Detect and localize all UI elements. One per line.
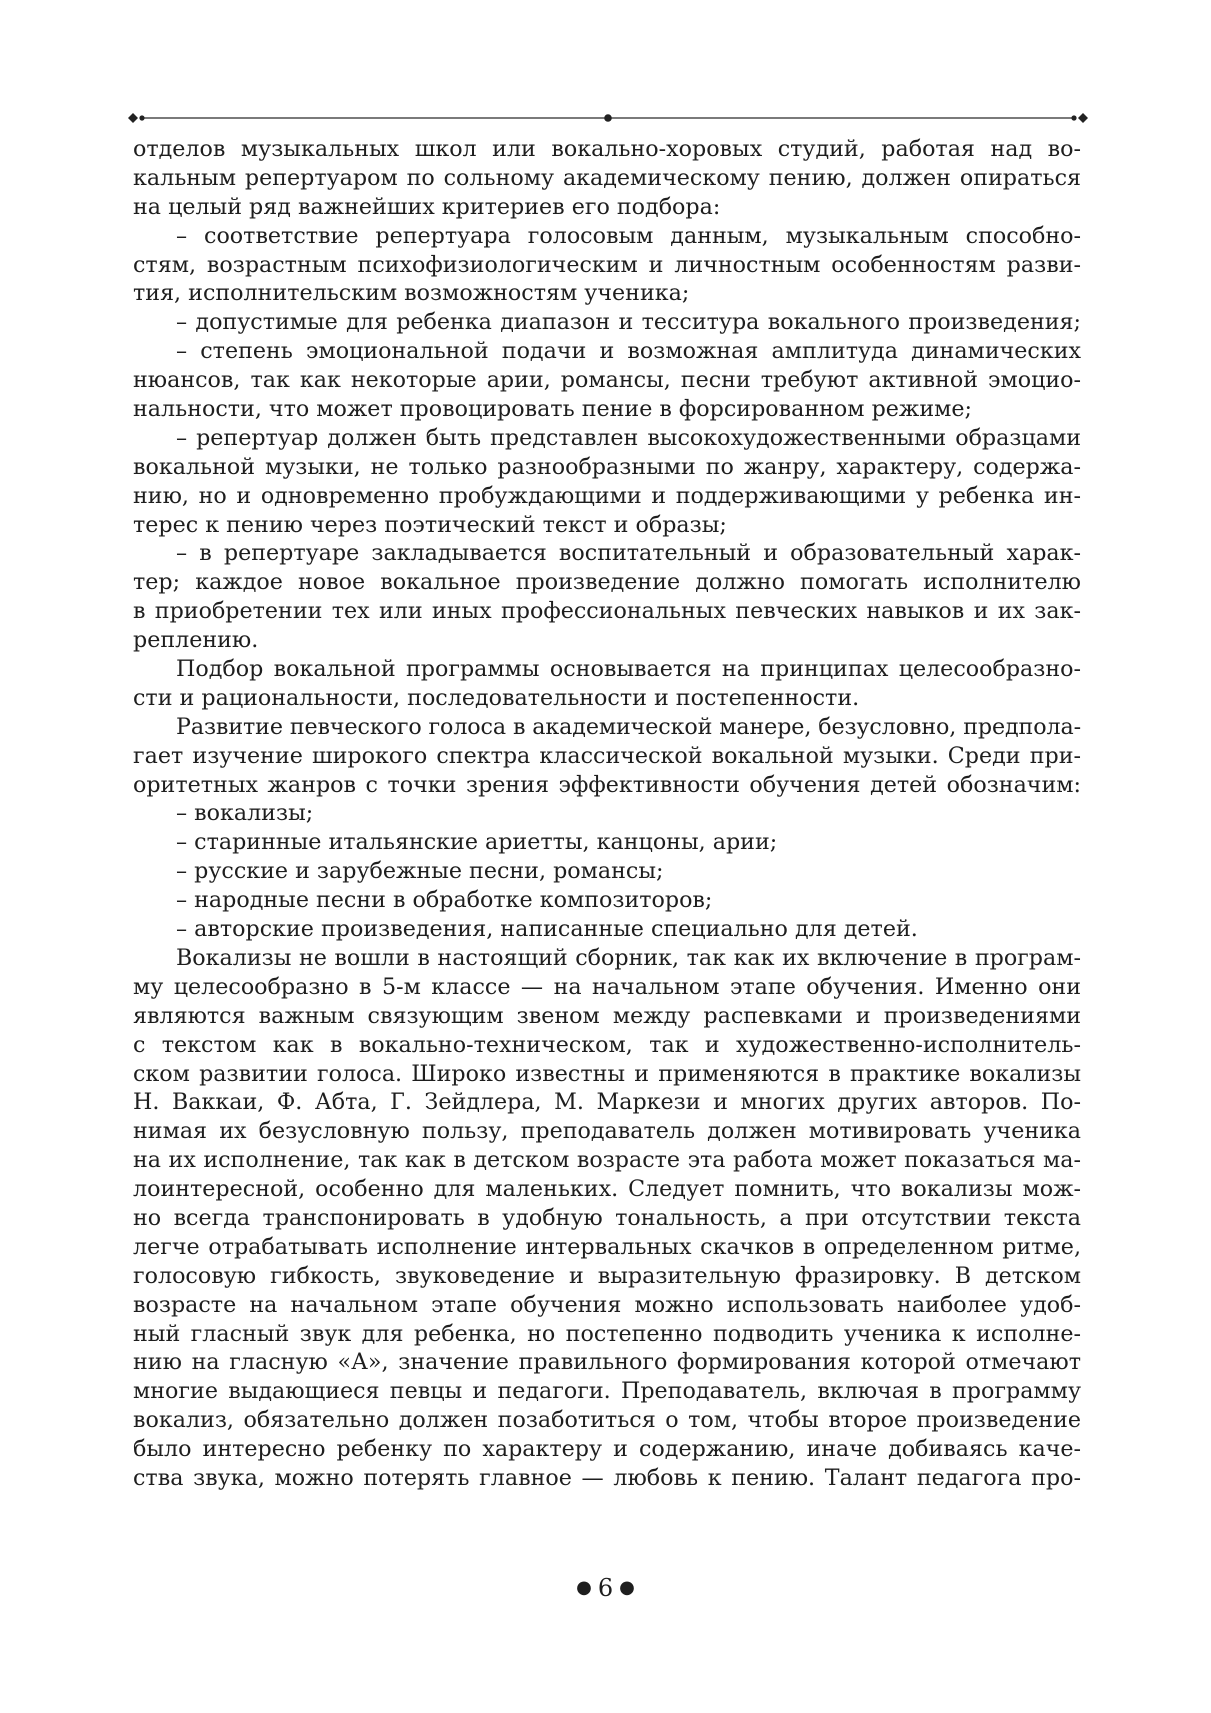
page-number-footer xyxy=(0,1574,1211,1602)
text-line: Развитие певческого голоса в академической манере, безусловно, предпола- xyxy=(176,713,1081,740)
text-line: ства звука, можно потерять главное — любовь к пению. Талант педагога про- xyxy=(133,1464,1081,1491)
text-line: гает изучение широкого спектра классической вокальной музыки. Среди при- xyxy=(133,742,1081,769)
text-line: – в репертуаре закладывается воспитательный и образовательный харак- xyxy=(176,540,1081,567)
text-line: стям, возрастным психофизиологическим и личностным особенностям разви- xyxy=(133,251,1081,278)
text-line: реплению. xyxy=(133,627,259,654)
text-line: отделов музыкальных школ или вокально-хоровых студий, работая над во- xyxy=(133,136,1081,162)
text-line: многие выдающиеся певцы и педагоги. Преподаватель, включая в программу xyxy=(133,1378,1081,1405)
text-line: – русские и зарубежные песни, романсы; xyxy=(176,858,664,885)
text-line: Подбор вокальной программы основывается на принципах целесообразно- xyxy=(176,656,1081,683)
text-line: – старинные итальянские ариетты, канцоны, арии; xyxy=(176,829,778,856)
text-line: нию, но и одновременно пробуждающими и поддерживающими у ребенка ин- xyxy=(133,482,1081,509)
text-line: на их исполнение, так как в детском возрасте эта работа может показаться ма- xyxy=(133,1147,1081,1174)
body-text xyxy=(133,135,1081,1493)
text-line: кальным репертуаром по сольному академическому пению, должен опираться xyxy=(133,164,1081,191)
text-line: Н. Ваккаи, Ф. Абта, Г. Зейдлера, М. Маркези и многих других авторов. По- xyxy=(133,1089,1081,1116)
text-line: было интересно ребенку по характеру и содержанию, иначе добиваясь каче- xyxy=(133,1436,1081,1463)
text-line: нимая их безусловную пользу, преподаватель должен мотивировать ученика xyxy=(133,1118,1081,1145)
text-line: нальности, что может провоцировать пение в форсированном режиме; xyxy=(133,396,972,423)
text-line: возрасте на начальном этапе обучения можно использовать наиболее удоб- xyxy=(133,1291,1081,1318)
text-line: но всегда транспонировать в удобную тональность, а при отсутствии текста xyxy=(133,1204,1081,1231)
left-dot-icon xyxy=(139,115,144,120)
text-line: ском развитии голоса. Широко известны и применяются в практике вокализы xyxy=(133,1060,1081,1087)
text-line: вокальной музыки, не только разнообразными по жанру, характеру, содержа- xyxy=(133,453,1081,480)
text-line: вокализ, обязательно должен позаботиться о том, чтобы второе произведение xyxy=(133,1407,1081,1434)
center-dot-icon xyxy=(604,114,612,122)
text-line: – степень эмоциональной подачи и возможная амплитуда динамических xyxy=(176,338,1081,365)
left-diamond-icon xyxy=(128,113,138,123)
text-line: му целесообразно в 5-м классе — на начальном этапе обучения. Именно они xyxy=(133,973,1081,1000)
text-line: – авторские произведения, написанные специально для детей. xyxy=(176,916,918,943)
text-line: в приобретении тех или иных профессиональных певческих навыков и их зак- xyxy=(133,598,1081,625)
text-line: тия, исполнительским возможностям ученика; xyxy=(133,280,690,307)
right-diamond-icon xyxy=(1078,113,1088,123)
text-line: – соответствие репертуара голосовым данным, музыкальным способно- xyxy=(176,222,1081,249)
text-line: Вокализы не вошли в настоящий сборник, так как их включение в програм- xyxy=(176,944,1081,971)
text-line: голосовую гибкость, звуковедение и выразительную фразировку. В детском xyxy=(133,1262,1081,1289)
text-line: сти и рациональности, последовательности и постепенности. xyxy=(133,684,860,711)
text-line: тер; каждое новое вокальное произведение должно помогать исполнителю xyxy=(133,569,1081,596)
page-number-left-bullet-icon: ● xyxy=(576,1577,592,1598)
text-line: являются важным связующим звеном между распевками и произведениями xyxy=(133,1002,1081,1029)
text-line: – народные песни в обработке композиторов; xyxy=(176,887,713,914)
text-line: – репертуар должен быть представлен высокохудожественными образцами xyxy=(176,424,1081,451)
right-dot-icon xyxy=(1071,115,1076,120)
text-line: – допустимые для ребенка диапазон и тесситура вокального произведения; xyxy=(176,309,1081,336)
text-line: на целый ряд важнейших критериев его подбора: xyxy=(133,193,721,220)
text-line: лоинтересной, особенно для маленьких. Следует помнить, что вокализы мож- xyxy=(133,1176,1081,1203)
header-ornament-rule xyxy=(128,106,1088,130)
text-line: нюансов, так как некоторые арии, романсы, песни требуют активной эмоцио- xyxy=(133,367,1081,394)
text-line: нию на гласную «А», значение правильного формирования которой отмечают xyxy=(133,1349,1081,1376)
text-line: ный гласный звук для ребенка, но постепенно подводить ученика к исполне- xyxy=(133,1320,1081,1347)
text-line: с текстом как в вокально-техническом, так и художественно-исполнитель- xyxy=(133,1031,1081,1058)
page-number: 6 xyxy=(597,1574,614,1602)
text-line: легче отрабатывать исполнение интервальных скачков в определенном ритме, xyxy=(133,1233,1081,1260)
text-line: терес к пению через поэтический текст и образы; xyxy=(133,511,727,538)
text-line: – вокализы; xyxy=(176,800,314,827)
text-line: оритетных жанров с точки зрения эффективности обучения детей обозначим: xyxy=(133,771,1081,798)
page-number-right-bullet-icon: ● xyxy=(619,1577,635,1598)
